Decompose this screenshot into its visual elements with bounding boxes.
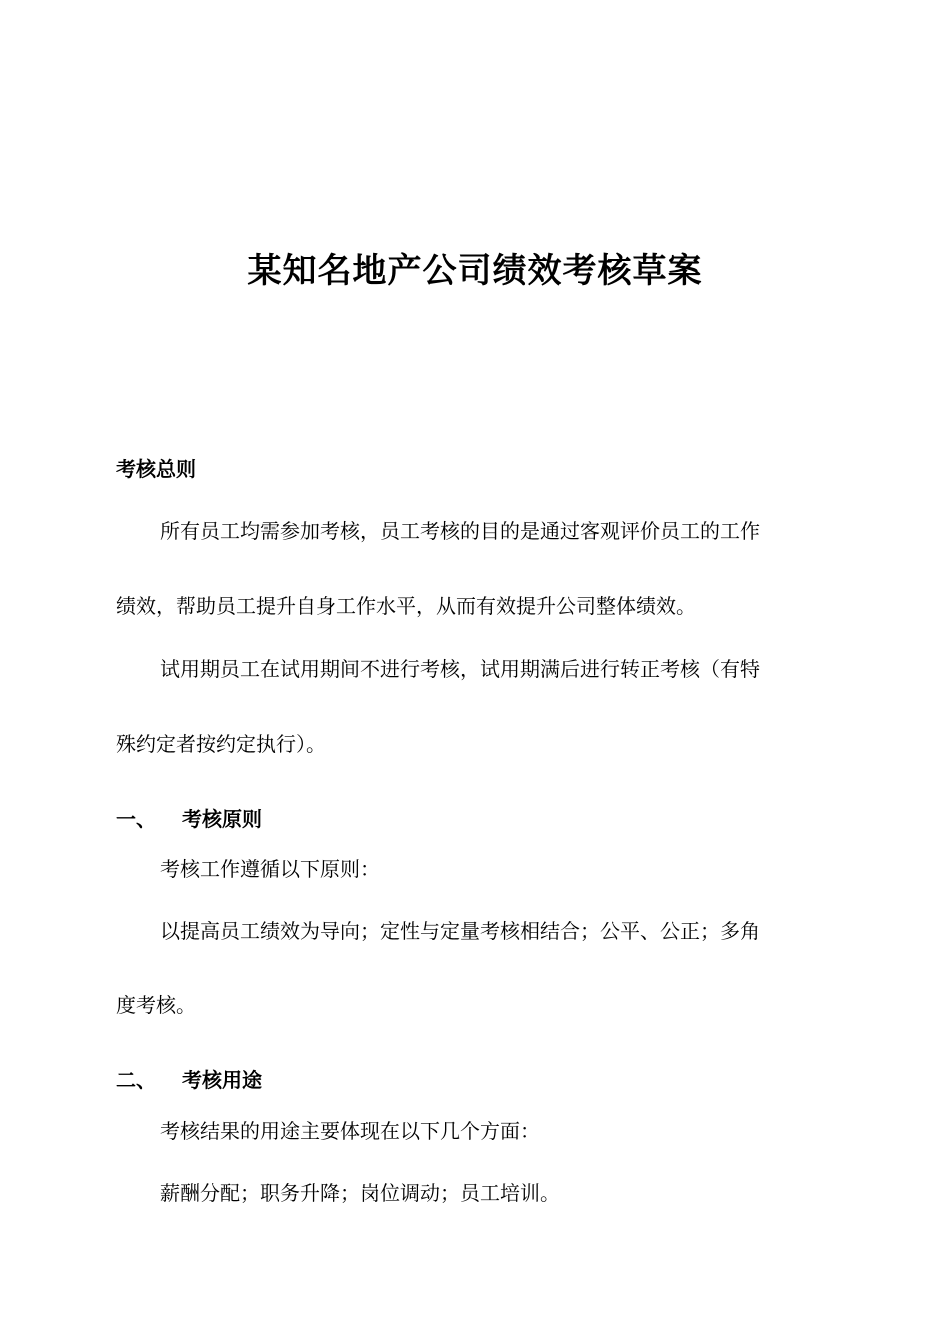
general-paragraph-2-line-1: 试用期员工在试用期间不进行考核，试用期满后进行转正考核（有特 — [160, 657, 760, 681]
section-2-paragraph-1: 考核结果的用途主要体现在以下几个方面： — [160, 1119, 540, 1143]
document-title: 某知名地产公司绩效考核草案 — [247, 251, 703, 291]
general-paragraph-1-line-2: 绩效，帮助员工提升自身工作水平，从而有效提升公司整体绩效。 — [116, 594, 696, 618]
general-heading: 考核总则 — [116, 457, 196, 481]
general-paragraph-1-line-1: 所有员工均需参加考核，员工考核的目的是通过客观评价员工的工作 — [160, 519, 760, 543]
section-2-heading — [116, 1066, 262, 1094]
section-2-number: 二、 — [116, 1068, 156, 1092]
section-1-title: 考核原则 — [182, 807, 262, 831]
general-paragraph-2-line-2: 殊约定者按约定执行）。 — [116, 732, 326, 756]
section-1-number: 一、 — [116, 807, 156, 831]
section-1-paragraph-1: 考核工作遵循以下原则： — [160, 857, 380, 881]
section-1-heading — [116, 805, 262, 833]
section-1-paragraph-2-line-2: 度考核。 — [116, 993, 196, 1017]
section-2-title: 考核用途 — [182, 1068, 262, 1092]
section-1-paragraph-2-line-1: 以提高员工绩效为导向；定性与定量考核相结合；公平、公正；多角 — [160, 919, 760, 943]
section-2-paragraph-2: 薪酬分配；职务升降；岗位调动；员工培训。 — [160, 1181, 560, 1205]
